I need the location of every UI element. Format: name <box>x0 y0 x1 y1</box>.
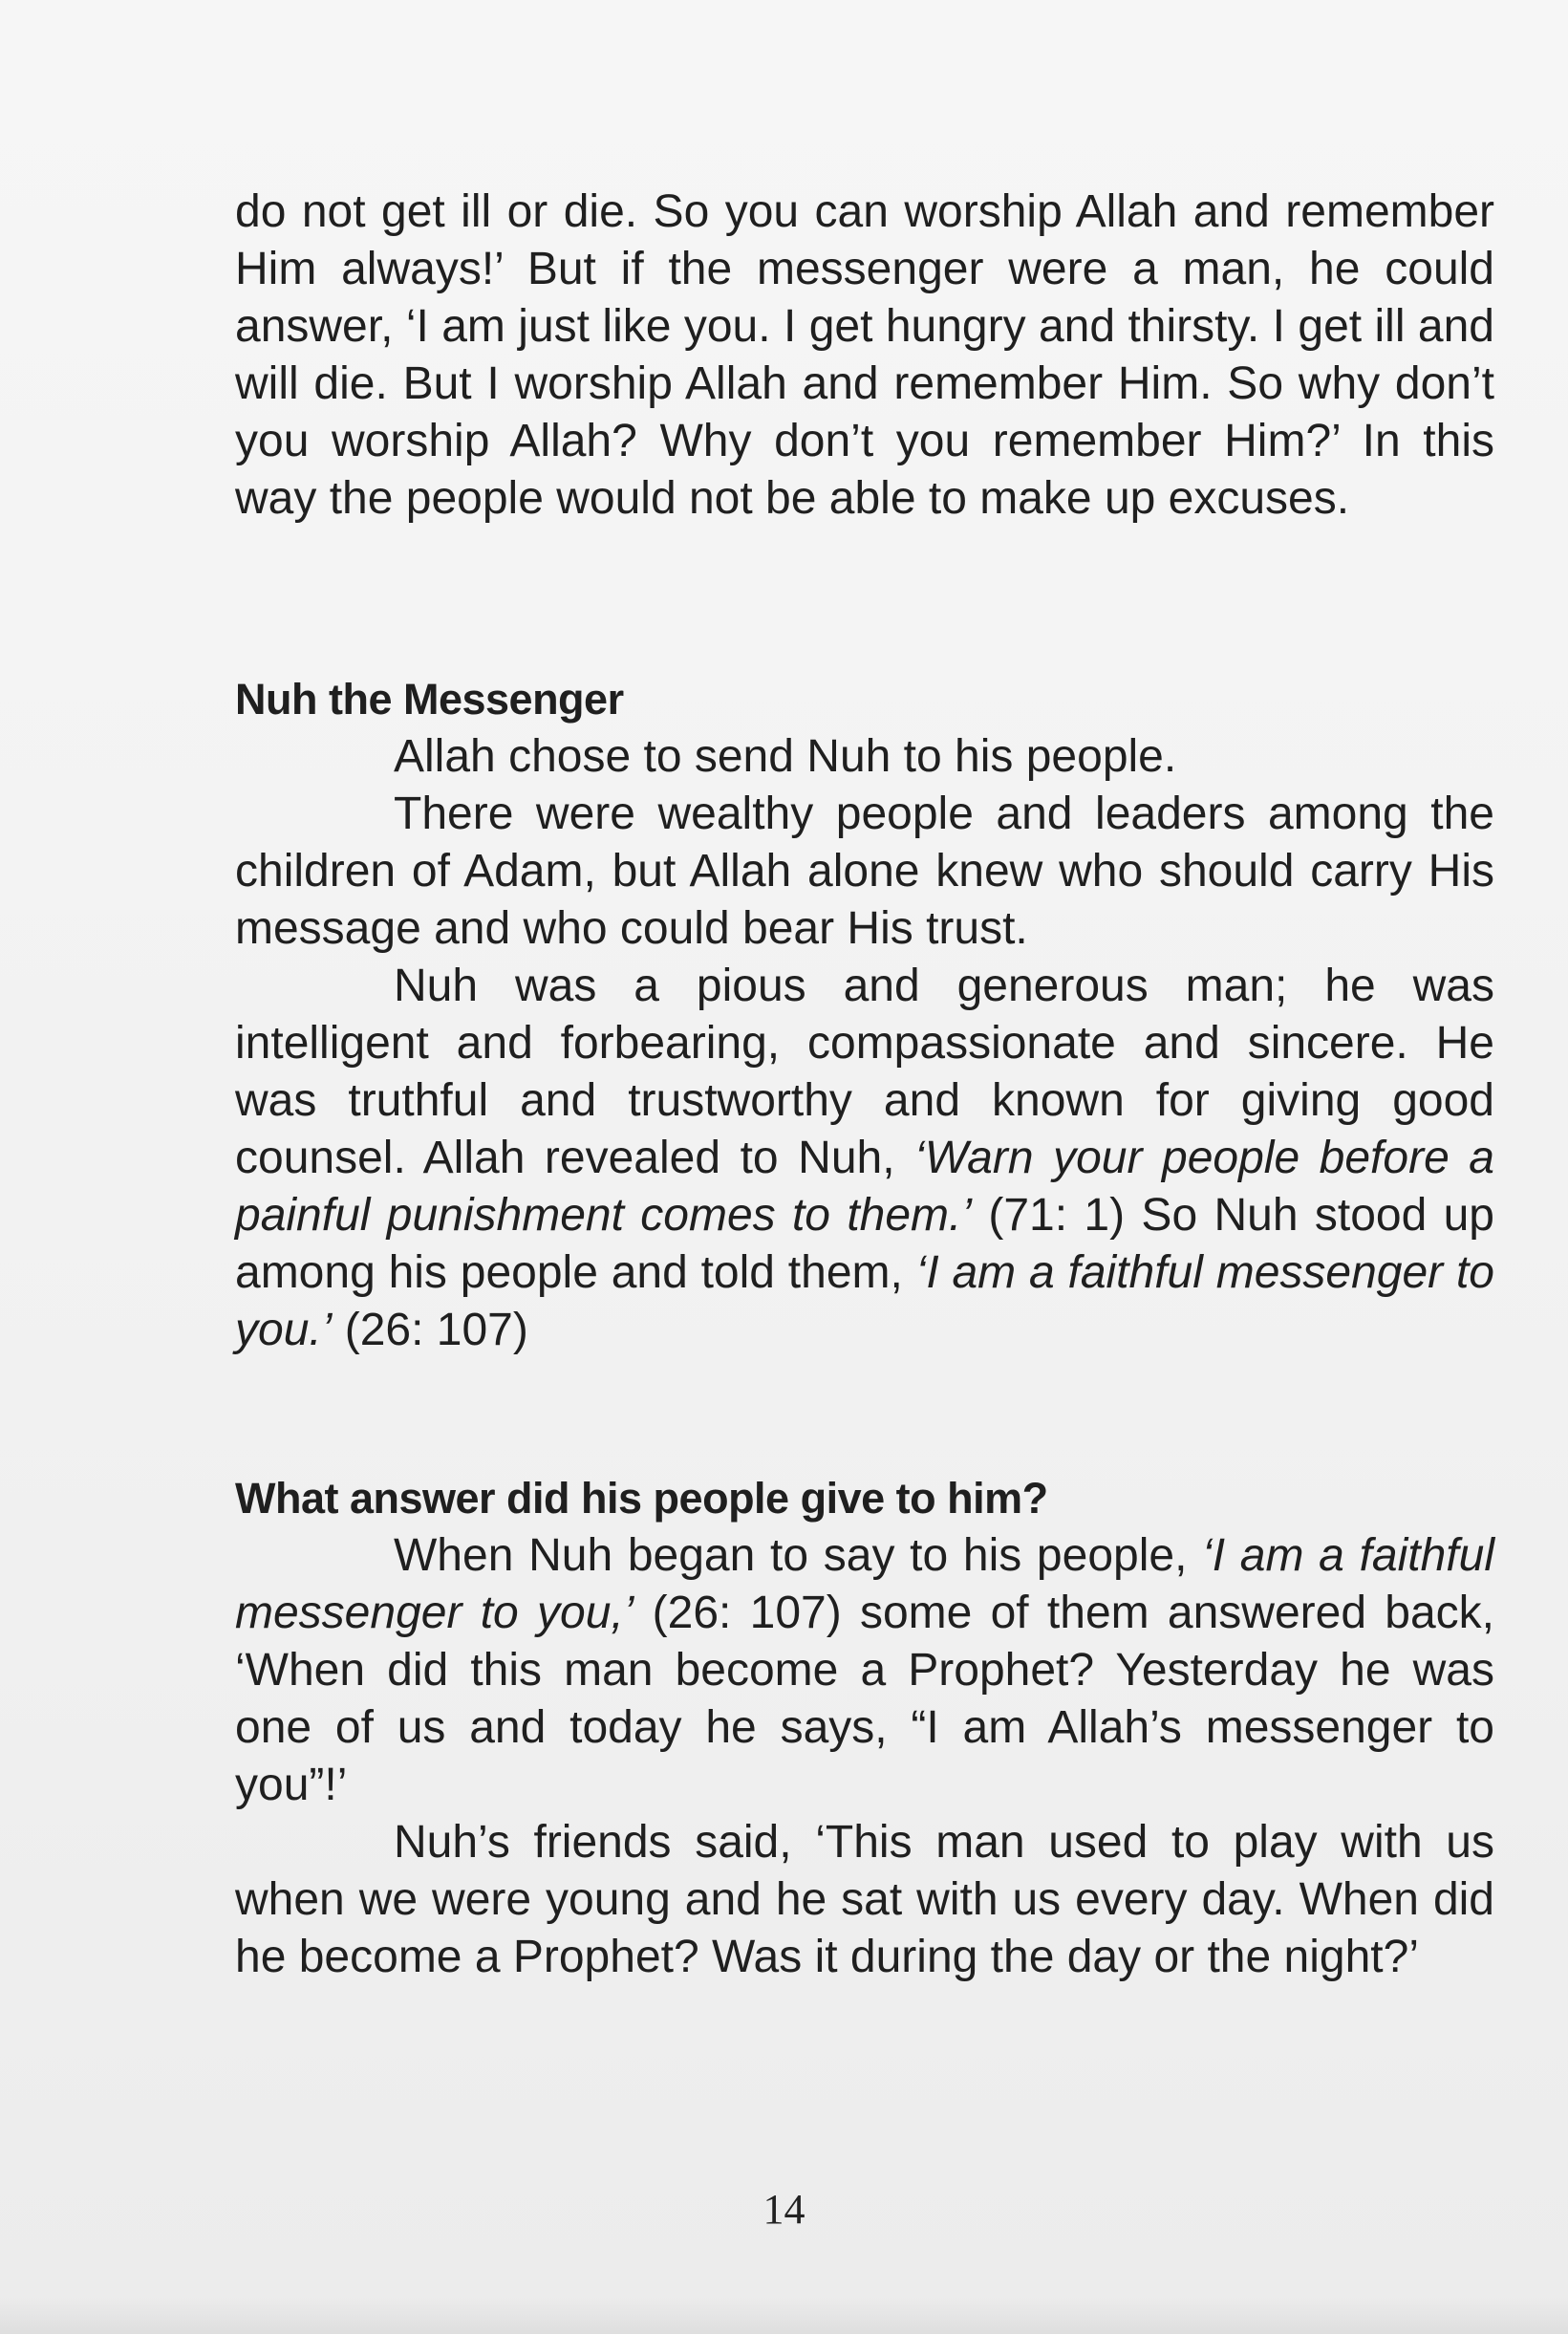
paragraph: Nuh’s friends said, ‘This man used to play with us when we were young and he sat with us every day. When did he become a Prophet? Was it during the day or the night?’ <box>235 1817 1494 1982</box>
text-run: (71: 1) So Nuh stood up among his people and told them, <box>235 1190 1495 1298</box>
section-what-answer <box>235 1470 1494 1986</box>
intro-block <box>235 184 1494 528</box>
section-heading: What answer did his people give to him? <box>235 1474 1048 1523</box>
paragraph <box>235 1527 1494 1814</box>
paragraph: There were wealthy people and leaders among the children of Adam, but Allah alone knew who should carry His message and who could bear His trust. <box>235 789 1494 954</box>
page-number: 14 <box>763 2186 805 2233</box>
text-run: (26: 107) some of them answered back, ‘When did this man become a Prophet? Yesterday he was one of us and today he says, “I am Allah’s messenger to you”!’ <box>235 1588 1494 1810</box>
intro-paragraph: do not get ill or die. So you can worship Allah and remember Him always!’ But if the messenger were a man, he could answer, ‘I am just like you. I get hungry and thirsty. I get ill and will die. But I worship Allah and remember Him. So why don’t you worship Allah? Why don’t you remember Him?’ In this way the people would not be able to make up excuses. <box>235 186 1494 524</box>
paragraph: Allah chose to send Nuh to his people. <box>394 731 1177 782</box>
text-run: Nuh was a pious and generous man; he was intelligent and forbearing, compassionate and sincere. He was truthful and trustworthy and known for giving good counsel. Allah revealed to Nuh, <box>235 961 1494 1183</box>
text-run: When Nuh began to say to his people, <box>394 1530 1203 1581</box>
section-heading: Nuh the Messenger <box>235 675 624 724</box>
section-nuh-the-messenger <box>235 671 1494 1359</box>
quran-quote: ‘Warn your people before a painful punishment comes to them.’ <box>235 1133 1494 1241</box>
quran-quote: ‘I am a faithful messenger to you,’ <box>235 1530 1495 1638</box>
text-run: (26: 107) <box>332 1305 528 1355</box>
quran-quote: ‘I am a faithful messenger to you.’ <box>235 1247 1495 1355</box>
paragraph <box>235 958 1494 1359</box>
